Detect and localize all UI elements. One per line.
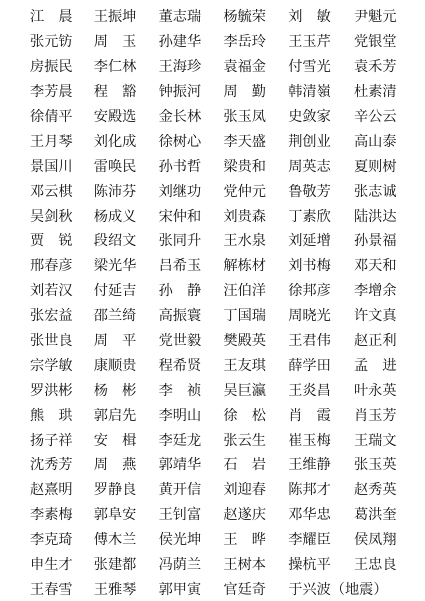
person-name: 金长林: [158, 109, 202, 125]
person-name: 王维静: [288, 457, 331, 474]
person-name: 丁素欣: [288, 208, 331, 225]
person-name: 邓天和: [353, 258, 397, 275]
name-row: [0, 104, 425, 129]
person-name: 钟振河: [158, 84, 202, 101]
person-name: 解栋材: [223, 258, 266, 275]
person-name: 刘继功: [158, 183, 202, 200]
person-name: 高振寰: [158, 308, 202, 325]
person-name: 程希贤: [158, 357, 202, 374]
person-name: 侯凤翔: [353, 532, 397, 549]
person-name: 贾 锐: [30, 233, 73, 250]
person-name: 吴巨瀛: [223, 382, 266, 399]
person-name: 董志瑞: [158, 9, 202, 26]
name-row: [0, 377, 425, 402]
person-name: 徐 松: [223, 407, 266, 424]
person-name: 杨成义: [93, 208, 137, 225]
person-name: 肖 霞: [288, 407, 331, 424]
person-name: 张宏益: [30, 308, 73, 325]
name-row: [0, 502, 425, 527]
person-name: 周英志: [288, 158, 331, 175]
name-row: [0, 452, 425, 477]
person-name: 刘迎春: [223, 482, 266, 499]
name-row: [0, 253, 425, 278]
person-name: 郭启先: [93, 407, 137, 424]
person-name: 官廷奇: [223, 581, 266, 598]
person-name: 王忠良: [353, 557, 397, 574]
person-name: 宗学敏: [30, 357, 73, 374]
person-name: 石 岩: [223, 457, 266, 474]
person-name: 付延吉: [93, 283, 137, 300]
person-name: 李克琦: [30, 532, 73, 549]
person-name: 房振民: [30, 59, 73, 76]
person-name: 沈秀芳: [30, 457, 73, 474]
name-row: [0, 29, 425, 54]
person-name: 樊殿英: [223, 333, 266, 350]
person-name: 扬子祥: [30, 432, 73, 449]
person-name: 赵秀英: [353, 482, 397, 499]
name-row: [0, 552, 425, 577]
person-name: 李素梅: [30, 507, 73, 524]
person-name: 梁贵和: [223, 158, 266, 175]
person-name: 杜素清: [353, 84, 397, 101]
person-name: 刘化成: [93, 133, 137, 150]
person-name: 党银堂: [353, 34, 397, 51]
person-name: 尹魁元: [353, 9, 397, 26]
name-row: [0, 153, 425, 178]
person-name: 冯荫兰: [158, 557, 202, 574]
person-name: 丁国瑞: [223, 308, 266, 325]
person-name: 鲁敬芳: [288, 183, 331, 200]
person-name: 王雅琴: [93, 581, 137, 598]
person-name: 徐邦彦: [288, 283, 331, 300]
person-name: 黄开信: [158, 482, 202, 499]
person-name: 熊 珙: [30, 407, 73, 424]
person-name: 张元钫: [30, 34, 73, 51]
person-name: 程 豁: [93, 84, 137, 101]
person-name: 叶永英: [353, 382, 397, 399]
person-name: 王 晔: [223, 532, 266, 549]
name-row: [0, 178, 425, 203]
person-name: 段绍文: [93, 233, 137, 250]
person-name: 赵正利: [353, 333, 397, 350]
person-name: 侯光坤: [158, 532, 202, 549]
person-name: 邓华忠: [288, 507, 331, 524]
name-row: [0, 228, 425, 253]
person-name: 袁福金: [223, 59, 266, 76]
name-row: [0, 527, 425, 552]
person-name: 安殿选: [93, 109, 137, 125]
name-row: [0, 576, 425, 601]
person-name: 肖玉芳: [353, 407, 397, 424]
person-name: 王钊富: [158, 507, 202, 524]
person-name: 孙建华: [158, 34, 202, 51]
person-name: 杨 彬: [93, 382, 137, 399]
person-name: 梁光华: [93, 258, 137, 275]
person-name: 李 祯: [158, 382, 202, 399]
person-name: 王玉芹: [288, 34, 331, 51]
person-name: 郭阜安: [93, 507, 137, 524]
name-row: [0, 54, 425, 79]
person-name: 王月琴: [30, 133, 73, 150]
person-name: 邢春彦: [30, 258, 73, 275]
person-name: 杨毓荣: [223, 9, 266, 26]
person-name: 王海珍: [158, 59, 202, 76]
name-row: [0, 303, 425, 328]
person-name: 薛学田: [288, 357, 331, 374]
person-name: 宋仲和: [158, 208, 202, 225]
person-name: 刘贵森: [223, 208, 266, 225]
person-name: 王炎昌: [288, 382, 331, 399]
person-name: 王春雪: [30, 581, 73, 598]
person-name: 李仁林: [93, 59, 137, 76]
person-name: 傅木兰: [93, 532, 137, 549]
person-name: 王瑞文: [353, 432, 397, 449]
person-name: 崔玉梅: [288, 432, 331, 449]
person-name: 郭甲寅: [158, 581, 202, 598]
person-name: 荆创业: [288, 133, 331, 150]
person-name: 王友琪: [223, 357, 266, 374]
person-name: 张世良: [30, 333, 73, 350]
person-name: 周晓光: [288, 308, 331, 325]
person-name: 赵遂庆: [223, 507, 266, 524]
person-name: 孙书哲: [158, 158, 202, 175]
person-name: 周 玉: [93, 34, 137, 51]
person-name: 陆洪达: [353, 208, 397, 225]
person-name: 邵兰绮: [93, 308, 137, 325]
person-name: 刘书梅: [288, 258, 331, 275]
person-name: 王君伟: [288, 333, 331, 350]
person-name: 付雪光: [288, 59, 331, 76]
person-name: 罗洪彬: [30, 382, 73, 399]
name-row: [0, 79, 425, 104]
person-name: 李芳晨: [30, 84, 73, 101]
person-name: 高山泰: [353, 133, 397, 150]
person-name: 孙 静: [158, 283, 202, 300]
person-name: 李明山: [158, 407, 202, 424]
name-row: [0, 4, 425, 29]
person-name: 夏则树: [353, 158, 397, 175]
person-name: 陈邦才: [288, 482, 331, 499]
person-name: 李增余: [353, 283, 397, 300]
person-name: 汪伯洋: [223, 283, 266, 300]
name-row: [0, 352, 425, 377]
name-row: [0, 402, 425, 427]
person-name: 张玉英: [353, 457, 397, 474]
person-name: 周 勤: [223, 84, 266, 101]
person-name: 辛公云: [353, 109, 397, 125]
person-name: 党仲元: [223, 183, 266, 200]
name-row: [0, 128, 425, 153]
person-name: 景国川: [30, 158, 73, 175]
person-name: 孙景福: [353, 233, 397, 250]
person-name: 李岳玲: [223, 34, 266, 51]
person-name: 李廷龙: [158, 432, 202, 449]
person-name: 张云生: [223, 432, 266, 449]
name-row: [0, 278, 425, 303]
name-row: [0, 328, 425, 353]
person-name: 刘 敏: [288, 9, 331, 26]
person-name: 张同升: [158, 233, 202, 250]
person-name: 刘若汉: [30, 283, 73, 300]
person-name: 韩清嶺: [288, 84, 331, 101]
person-name: 吕希玉: [158, 258, 202, 275]
person-name: 周 燕: [93, 457, 137, 474]
person-name: 李天盛: [223, 133, 266, 150]
person-name: 徐倩平: [30, 109, 73, 125]
person-name: 张建都: [93, 557, 137, 574]
person-name: 安 楫: [93, 432, 137, 449]
person-name: 于兴波（地震）: [288, 581, 388, 598]
person-name: 赵熹明: [30, 482, 73, 499]
person-name: 康顺贵: [93, 357, 137, 374]
person-name: 孟 进: [353, 357, 397, 374]
name-row: [0, 203, 425, 228]
person-name: 雷唤民: [93, 158, 137, 175]
person-name: 吴剑秋: [30, 208, 73, 225]
person-name: 党世毅: [158, 333, 202, 350]
person-name: 葛洪奎: [353, 507, 397, 524]
person-name: 许文真: [353, 308, 397, 325]
person-name: 罗静良: [93, 482, 137, 499]
person-name: 王树本: [223, 557, 266, 574]
person-name: 陈沛芬: [93, 183, 137, 200]
person-name: 刘延增: [288, 233, 331, 250]
name-row: [0, 477, 425, 502]
person-name: 江 晨: [30, 9, 73, 26]
person-name: 张玉凤: [223, 109, 266, 125]
person-name: 周 平: [93, 333, 137, 350]
person-name: 操杭平: [288, 557, 331, 574]
person-name: 袁禾芳: [353, 59, 397, 76]
person-name: 张志诚: [353, 183, 397, 200]
person-name: 邓云棋: [30, 183, 73, 200]
person-name: 李耀臣: [288, 532, 331, 549]
person-name: 徐树心: [158, 133, 202, 150]
name-row: [0, 427, 425, 452]
person-name: 史敛家: [288, 109, 331, 125]
person-name: 申生才: [30, 557, 73, 574]
person-name: 郭靖华: [158, 457, 202, 474]
person-name: 王水泉: [223, 233, 266, 250]
person-name: 王振坤: [93, 9, 137, 26]
